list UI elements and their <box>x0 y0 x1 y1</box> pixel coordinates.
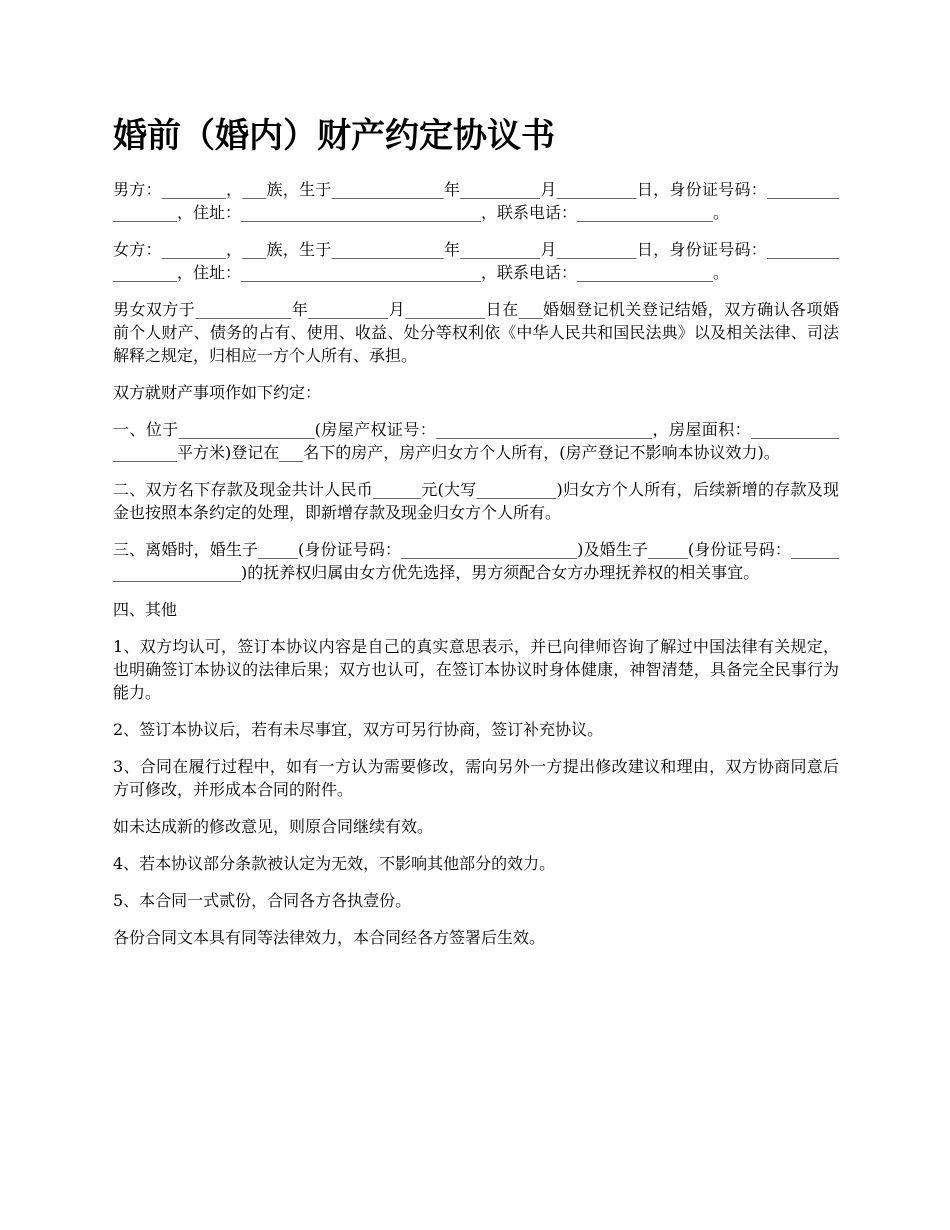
clause-4-4: 4、若本协议部分条款被认定为无效，不影响其他部分的效力。 <box>113 854 556 873</box>
clause-husband-info: 男方：________，___族，生于______________年__________月__________日，身份证号码：_________________，住址：______________________________，联系电话：_________________。 <box>113 180 839 222</box>
clause-4-5: 5、本合同一式贰份，合同各方各执壹份。 <box>113 891 412 910</box>
clause-4-2: 2、签订本协议后，若有未尽事宜，双方可另行协商，签订补充协议。 <box>113 720 604 739</box>
document-page <box>113 112 839 963</box>
clause-4-heading: 四、其他 <box>113 600 178 619</box>
clause-3-custody: 三、离婚时，婚生子_____(身份证号码：______________________)及婚生子_____(身份证号码：______________________)的抚养权归属由女方优先选择，男方须配合女方办理抚养权的相关事宜。 <box>113 540 839 582</box>
clause-2-deposits: 二、双方名下存款及现金共计人民币______元(大写__________)归女方个人所有，后续新增的存款及现金也按照本条约定的处理，即新增存款及现金归女方个人所有。 <box>113 480 839 522</box>
clause-4-1: 1、双方均认可，签订本协议内容是自己的真实意思表示，并已向律师咨询了解过中国法律有关规定，也明确签订本协议的法律后果；双方也认可，在签订本协议时身体健康，神智清楚，具备完全民事行为能力。 <box>113 637 839 702</box>
clause-4-3: 3、合同在履行过程中，如有一方认为需要修改，需向另外一方提出修改建议和理由，双方协商同意后方可修改，并形成本合同的附件。 <box>113 757 839 799</box>
clause-1-property: 一、位于_________________(房屋产权证号：___________________________，房屋面积：___________________平方米)登记在___名下的房产，房产归女方个人所有，(房产登记不影响本协议效力)。 <box>113 420 839 462</box>
document-title: 婚前（婚内）财产约定协议书 <box>113 116 555 156</box>
clause-marriage-registration: 男女双方于____________年__________月__________日在___婚姻登记机关登记结婚，双方确认各项婚前个人财产、债务的占有、使用、收益、处分等权利依《中华人民共和国民法典》以及相关法律、司法解释之规定，归相应一方个人所有、承担。 <box>113 300 839 365</box>
clause-agreement-intro: 双方就财产事项作如下约定： <box>113 383 322 402</box>
clause-effectiveness: 各份合同文本具有同等法律效力，本合同经各方签署后生效。 <box>113 928 546 947</box>
clause-4-3-note: 如未达成新的修改意见，则原合同继续有效。 <box>113 817 434 836</box>
clause-wife-info: 女方：________，___族，生于______________年__________月__________日，身份证号码：_________________，住址：______________________________，联系电话：_________________。 <box>113 240 839 282</box>
